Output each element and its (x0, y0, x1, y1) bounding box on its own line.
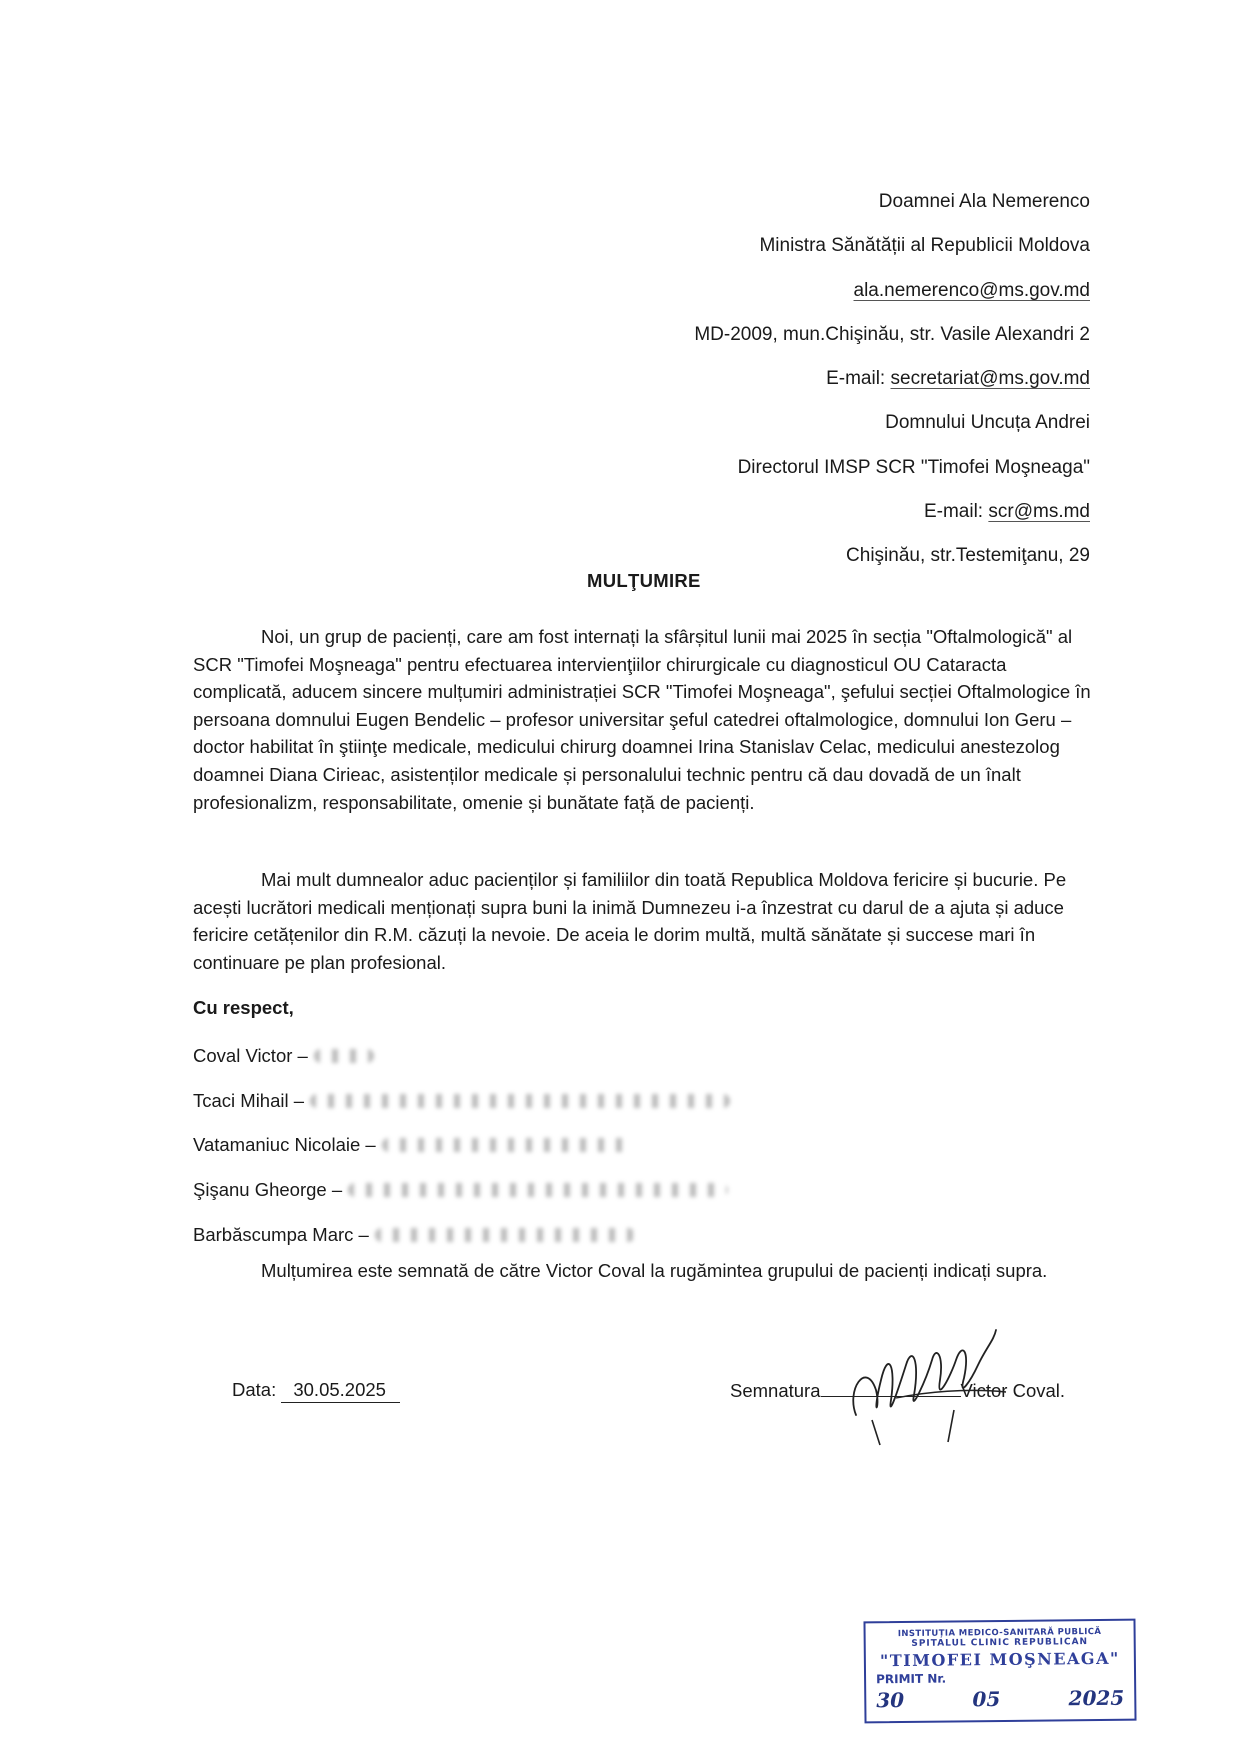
signers-list (193, 1034, 730, 1257)
recipient-1-email-link[interactable]: ala.nemerenco@ms.gov.md (853, 279, 1090, 301)
redacted-signature (382, 1138, 632, 1152)
signer-name: Vatamaniuc Nicolaie – (193, 1134, 376, 1156)
signer-name: Barbăscumpa Marc – (193, 1223, 369, 1245)
recipient-1-name: Doamnei Ala Nemerenco (878, 191, 1090, 212)
signer-row (193, 1079, 730, 1124)
signer-name: Coval Victor – (193, 1045, 308, 1067)
date-value: 30.05.2025 (281, 1378, 400, 1403)
stamp-day: 30 (876, 1688, 905, 1713)
signer-name: Tcaci Mihail – (193, 1089, 305, 1111)
recipient-1-postal-address: MD-2009, mun.Chişinău, str. Vasile Alexandri 2 (694, 323, 1090, 345)
recipient-2-title: Directorul IMSP SCR "Timofei Moşneaga" (737, 456, 1090, 478)
signature-label: Semnatura (730, 1380, 821, 1401)
body-paragraph-2: Mai mult dumnealor aduc pacienților și familiilor din toată Republica Moldova fericire și bucurie. Pe acești lucrători medicali menționați supra buni la inimă Dumnezeu i-a înzestrat cu darul de a ajuta și aduce fericire cetățenilor din R.M. căzuți la nevoie. De aceia le dorim multă, multă sănătate și succese mari în continuare pe plan profesional. (193, 869, 1067, 973)
date-label: Data: (232, 1379, 277, 1400)
signer-name: Şişanu Gheorge – (193, 1179, 343, 1201)
date-field (232, 1378, 400, 1403)
email-label: E-mail: (923, 501, 989, 523)
redacted-signature (348, 1183, 728, 1197)
stamp-month: 05 (972, 1686, 1001, 1712)
recipient-2-postal-address: Chişinău, str.Testemiţanu, 29 (846, 545, 1090, 567)
email-label: E-mail: (826, 368, 891, 390)
signer-row (193, 1212, 730, 1257)
recipient-2-name: Domnului Uncuța Andrei (885, 412, 1090, 434)
scr-email-link[interactable]: scr@ms.md (988, 501, 1090, 523)
recipient-1-secretariat-email (694, 357, 1090, 401)
signer-row (193, 1123, 730, 1168)
stamp-line-received: PRIMIT Nr. (876, 1671, 947, 1687)
stamp-line-name: "TIMOFEI MOŞNEAGA" (879, 1648, 1120, 1671)
signature-name: Victor Coval. (960, 1380, 1066, 1401)
recipient-1-title: Ministra Sănătății al Republicii Moldova (759, 235, 1090, 257)
recipient-address-block (694, 180, 1090, 579)
secretariat-email-link[interactable]: secretariat@ms.gov.md (890, 368, 1090, 390)
stamp-line-hospital: SPITALUL CLINIC REPUBLICAN (911, 1637, 1089, 1649)
stamp-line-date (876, 1686, 1124, 1713)
stamp-year: 2025 (1068, 1685, 1125, 1711)
signer-row (193, 1168, 730, 1213)
body-paragraph-1: Noi, un grup de pacienți, care am fost internați la sfârșitul lunii mai 2025 în secția "Oftalmologică" al SCR "Timofei Moşneaga" pentru efectuarea intervienţiilor chirurgicale cu diagnosticul OU Cataracta complicată, aducem sincere mulțumiri administrației SCR "Timofei Moşneaga", şefului secției Oftalmologice în persoana domnului Eugen Bendelic – profesor universitar şeful catedrei oftalmologice, domnului Ion Geru – doctor habilitat în ştiinţe medicale, medicului chirurg doamnei Irina Stanislav Celac, medicului anestezolog doamnei Diana Cirieac, asistenților medicale și personalului technic pentru că dau dovadă de un înalt profesionalizm, responsabilitate, omenie și bunătate față de pacienți. (193, 626, 1091, 813)
signature-note: Mulțumirea este semnată de către Victor Coval la rugămintea grupului de pacienți indicați supra. (261, 1260, 1048, 1281)
redacted-signature (310, 1094, 730, 1108)
stamp-line-institution: INSTITUȚIA MEDICO-SANITARĂ PUBLICĂ (897, 1626, 1102, 1640)
redacted-signature (314, 1049, 374, 1063)
recipient-2-email (694, 490, 1090, 534)
closing-greeting: Cu respect, (193, 997, 294, 1018)
handwritten-signature-icon (836, 1320, 1016, 1450)
redacted-signature (375, 1228, 635, 1242)
signer-row (193, 1034, 730, 1079)
letter-title: MULŢUMIRE (587, 570, 701, 591)
hospital-registration-stamp (863, 1619, 1136, 1724)
